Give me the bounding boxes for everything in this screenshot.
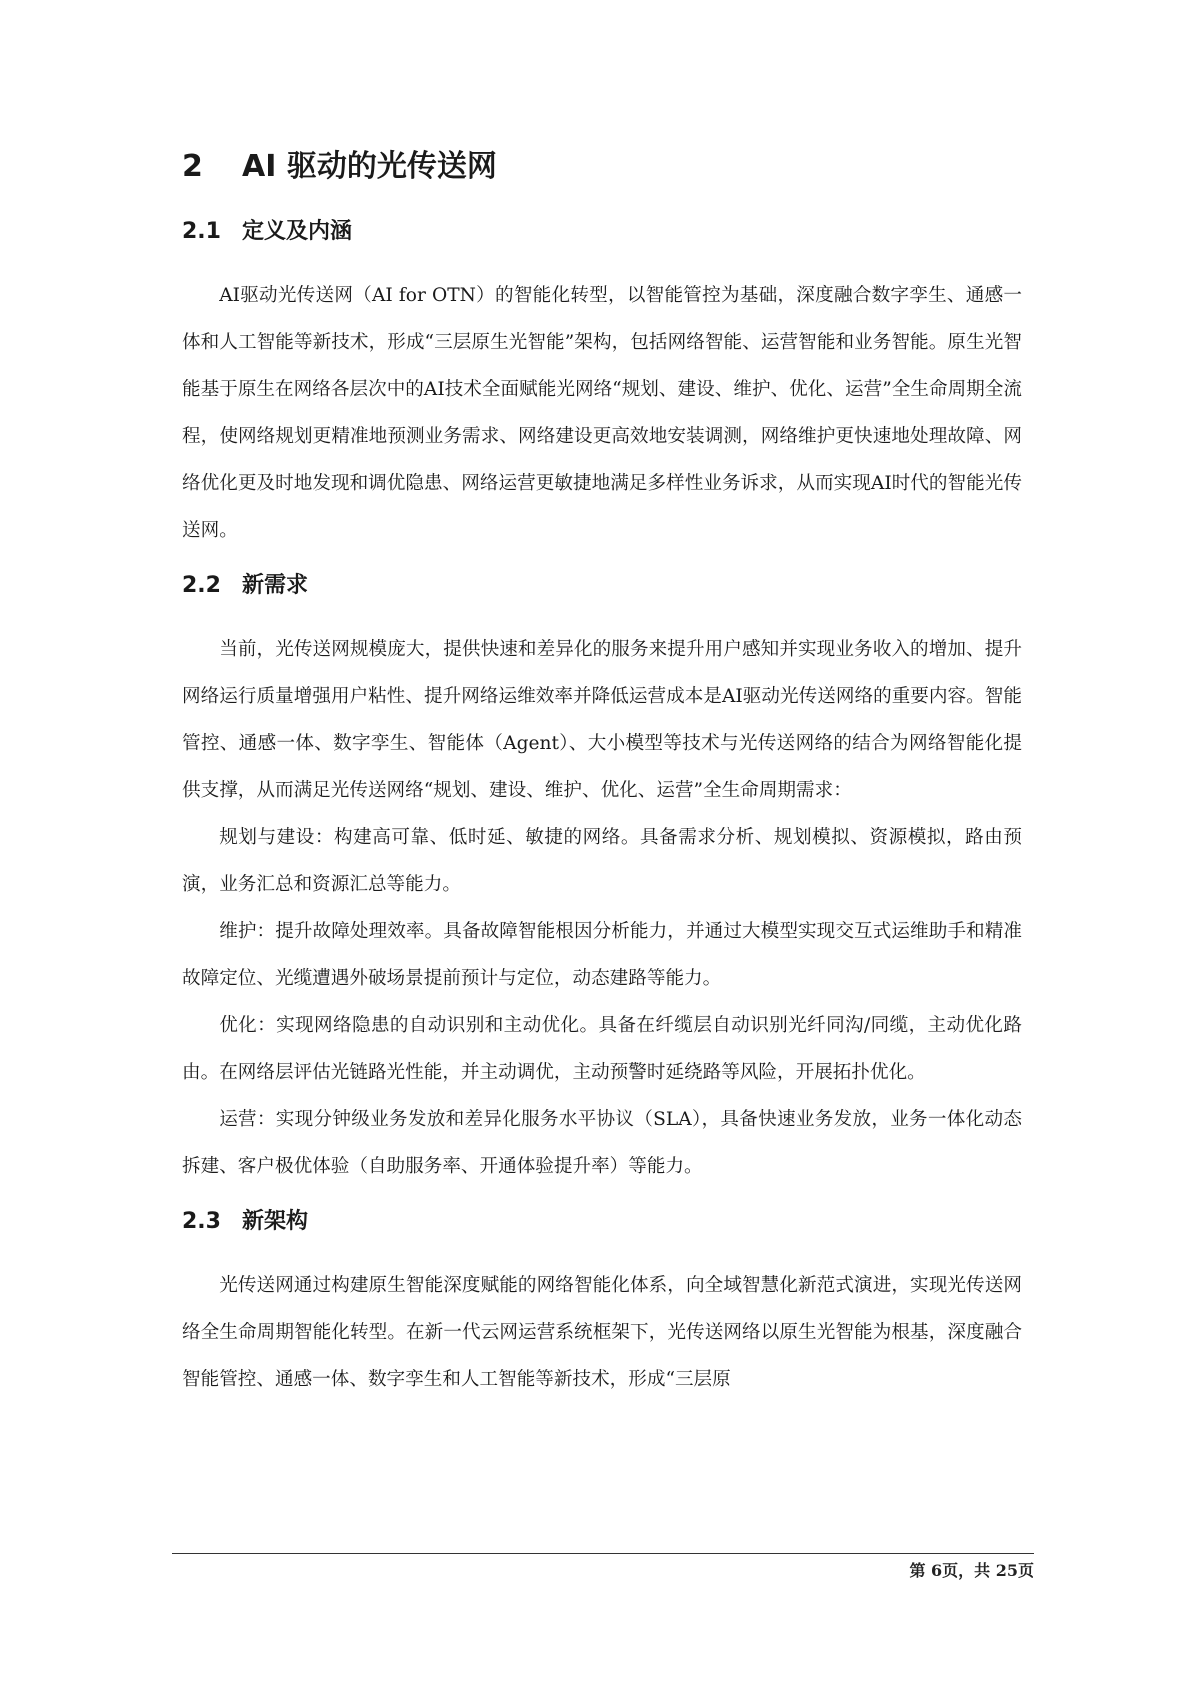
section-number: 2.1 — [182, 219, 221, 244]
page-content — [182, 138, 1022, 1403]
section-heading-2-1 — [182, 214, 1022, 250]
paragraph: 维护：提升故障处理效率。具备故障智能根因分析能力，并通过大模型实现交互式运维助手和精准故障定位、光缆遭遇外破场景提前预计与定位，动态建路等能力。 — [182, 921, 1022, 989]
paragraph: 规划与建设：构建高可靠、低时延、敏捷的网络。具备需求分析、规划模拟、资源模拟，路由预演，业务汇总和资源汇总等能力。 — [182, 827, 1022, 895]
paragraph: 运营：实现分钟级业务发放和差异化服务水平协议（SLA），具备快速业务发放，业务一体化动态拆建、客户极优体验（自助服务率、开通体验提升率）等能力。 — [182, 1109, 1022, 1177]
paragraph: AI驱动光传送网（AI for OTN）的智能化转型，以智能管控为基础，深度融合数字孪生、通感一体和人工智能等新技术，形成“三层原生光智能”架构，包括网络智能、运营智能和业务智能。原生光智能基于原生在网络各层次中的AI技术全面赋能光网络“规划、建设、维护、优化、运营”全生命周期全流程，使网络规划更精准地预测业务需求、网络建设更高效地安装调测，网络维护更快速地处理故障、网络优化更及时地发现和调优隐患、网络运营更敏捷地满足多样性业务诉求，从而实现AI时代的智能光传送网。 — [182, 285, 1022, 541]
chapter-title: AI 驱动的光传送网 — [242, 149, 497, 184]
section-number: 2.2 — [182, 573, 221, 598]
section-title: 定义及内涵 — [242, 219, 353, 244]
chapter-heading — [182, 138, 1022, 196]
paragraph: 优化：实现网络隐患的自动识别和主动优化。具备在纤缆层自动识别光纤同沟/同缆，主动优化路由。在网络层评估光链路光性能，并主动调优，主动预警时延绕路等风险，开展拓扑优化。 — [182, 1015, 1022, 1083]
section-heading-2-2 — [182, 568, 1022, 604]
section-heading-2-3 — [182, 1204, 1022, 1240]
paragraph: 当前，光传送网规模庞大，提供快速和差异化的服务来提升用户感知并实现业务收入的增加、提升网络运行质量增强用户粘性、提升网络运维效率并降低运营成本是AI驱动光传送网络的重要内容。智能管控、通感一体、数字孪生、智能体（Agent）、大小模型等技术与光传送网络的结合为网络智能化提供支撑，从而满足光传送网络“规划、建设、维护、优化、运营”全生命周期需求： — [182, 639, 1022, 801]
footer-divider — [172, 1553, 1034, 1554]
section-number: 2.3 — [182, 1209, 221, 1234]
page-number: 第 6页，共 25页 — [909, 1561, 1034, 1580]
section-title: 新需求 — [242, 573, 309, 598]
paragraph: 光传送网通过构建原生智能深度赋能的网络智能化体系，向全域智慧化新范式演进，实现光传送网络全生命周期智能化转型。在新一代云网运营系统框架下，光传送网络以原生光智能为根基，深度融合智能管控、通感一体、数字孪生和人工智能等新技术，形成“三层原 — [182, 1275, 1022, 1390]
chapter-number: 2 — [182, 149, 203, 184]
section-title: 新架构 — [242, 1209, 309, 1234]
